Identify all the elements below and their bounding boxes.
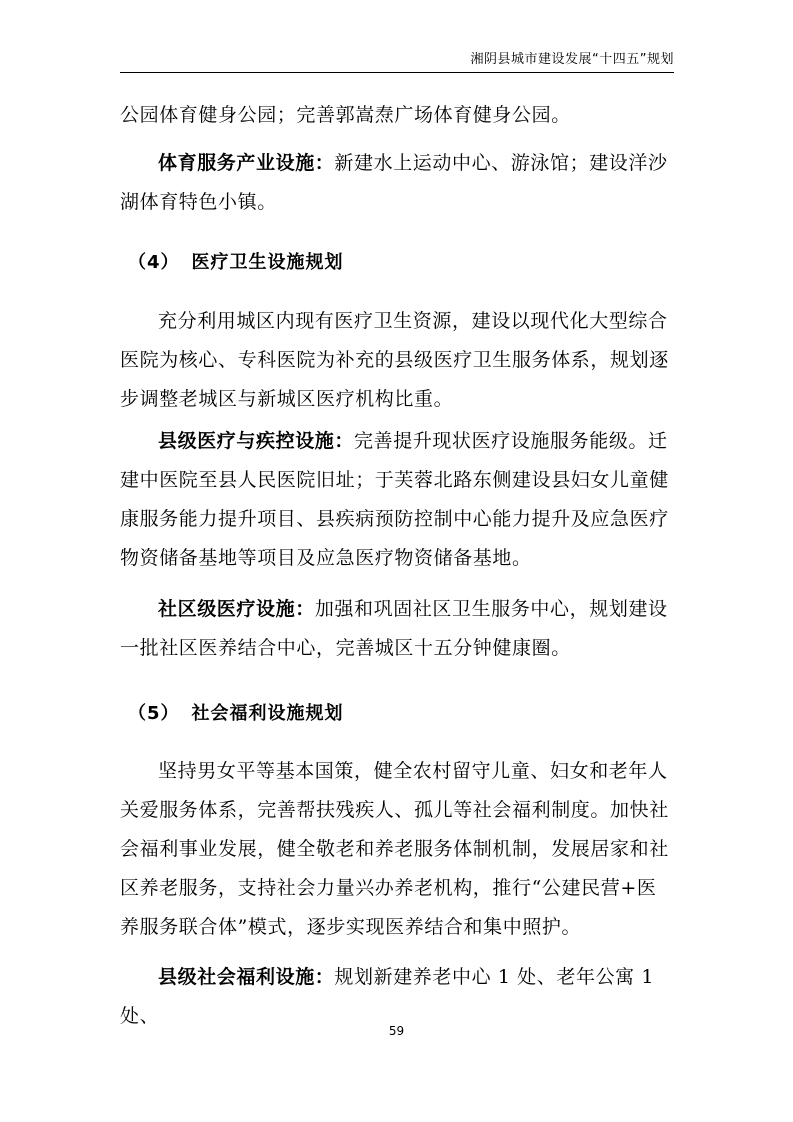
paragraph-county-medical <box>120 422 674 578</box>
paragraph-medical-intro <box>120 302 674 419</box>
paragraph-label: 社区级医疗设施： <box>158 598 315 620</box>
paragraph-label: 县级社会福利设施： <box>158 966 335 988</box>
paragraph-text: 完善提升现状医疗设施服务能级。迁建中医院至县人民医院旧址；于芙蓉北路东侧建设县妇女儿童健康服务能力提升项目、县疾病预防控制中心能力提升及应急医疗物资储备基地等项目及应急医疗物资储备基地。 <box>120 430 669 569</box>
paragraph-continuation <box>120 96 674 135</box>
paragraph-text: 新建水上运动中心、游泳馆；建设洋沙湖体育特色小镇。 <box>120 152 668 213</box>
paragraph-text: 规划新建养老中心 1 处、老年公寓 1 处、 <box>120 966 655 1027</box>
section-heading-4 <box>128 248 344 274</box>
heading-number: （4） <box>128 252 180 273</box>
paragraph-text: 加强和巩固社区卫生服务中心，规划建设一批社区医养结合中心，完善城区十五分钟健康圈。 <box>120 598 668 659</box>
paragraph-label: 体育服务产业设施： <box>158 152 335 174</box>
page-number: 59 <box>388 1024 405 1038</box>
heading-number: （5） <box>128 703 180 724</box>
paragraph-text: 公园体育健身公园；完善郭嵩焘广场体育健身公园。 <box>120 104 571 126</box>
paragraph-text: 坚持男女平等基本国策，健全农村留守儿童、妇女和老年人关爱服务体系，完善帮扶残疾人、孤儿等社会福利制度。加快社会福利事业发展，健全敬老和养老服务体制机制，发展居家和社区养老服务，支持社会力量兴办养老机构，推行“公建民营+医养服务联合体”模式，逐步实现医养结合和集中照护。 <box>120 760 669 938</box>
paragraph-label: 县级医疗与疾控设施： <box>158 430 355 452</box>
paragraph-welfare-intro <box>120 752 674 947</box>
running-header: 湘阴县城市建设发展“十四五”规划 <box>470 52 674 67</box>
paragraph-text: 充分利用城区内现有医疗卫生资源，建设以现代化大型综合医院为核心、专科医院为补充的县级医疗卫生服务体系，规划逐步调整老城区与新城区医疗机构比重。 <box>120 310 669 410</box>
paragraph-community-medical <box>120 590 674 668</box>
heading-title: 社会福利设施规划 <box>191 703 344 724</box>
heading-title: 医疗卫生设施规划 <box>191 252 344 273</box>
paragraph-sports-facilities <box>120 144 674 222</box>
header-divider <box>120 72 674 73</box>
section-heading-5 <box>128 699 344 725</box>
